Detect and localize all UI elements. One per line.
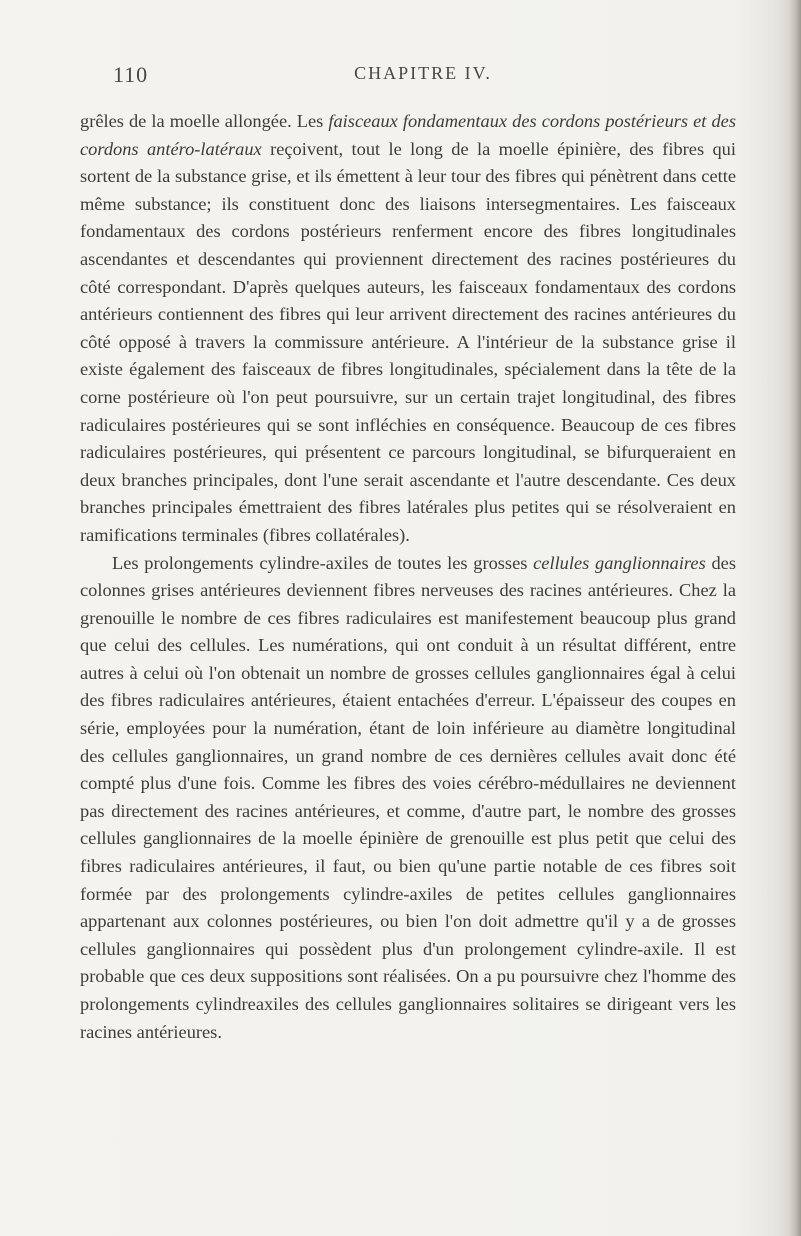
text-run: reçoivent, tout le long de la moelle épinière, des fibres qui sortent de la substance grise, et ils émettent à leur tour des fibres qui pénètrent dans cette même substance; ils constituent donc des liaisons intersegmentaires. Les faisceaux fondamentaux des cordons postérieurs renferment encore des fibres longitudinales ascendantes et descendantes qui proviennent directement des racines postérieures du côté correspondant. D'après quelques auteurs, les faisceaux fondamentaux des cordons antérieurs contiennent des fibres qui leur arrivent directement des racines antérieures du côté opposé à travers la commissure antérieure. A l'intérieur de la substance grise il existe également des faisceaux de fibres longitudinales, spécialement dans la tête de la corne postérieure où l'on peut poursuivre, sur un certain trajet longitudinal, des fibres radiculaires postérieures qui se sont infléchies en conséquence. Beaucoup de ces fibres radiculaires postérieures, qui présentent ce parcours longitudinal, se bifurqueraient en deux branches principales, dont l'une serait ascendante et l'autre descendante. Ces deux branches principales émettraient des fibres latérales plus petites qui se résolveraient en ramifications terminales (fibres collatérales).: [80, 138, 736, 545]
page-header: [113, 62, 733, 92]
paragraph: [80, 108, 736, 550]
text-run: Les prolongements cylindre-axiles de toutes les grosses: [112, 552, 534, 573]
paragraph: [80, 550, 736, 1047]
italic-run: cellules ganglionnaires: [533, 552, 706, 573]
text-run: grêles de la moelle allongée. Les: [80, 111, 329, 131]
text-body: [80, 108, 736, 1046]
italic-run: faisceaux fondamentaux des cordons postérieurs et des cordons antéro-latéraux: [80, 111, 736, 159]
text-run: des colonnes grises antérieures deviennent fibres nerveuses des racines antérieures. Chez la grenouille le nombre de ces fibres radiculaires est manifestement beaucoup plus grand que celui des cellules. Les numérations, qui ont conduit à un résultat différent, entre autres à celui où l'on obtenait un nombre de grosses cellules ganglionnaires égal à celui des fibres radiculaires antérieures, étaient entachées d'erreur. L'épaisseur des coupes en série, employées pour la numération, étant de loin inférieure au diamètre longitudinal des cellules ganglionnaires, un grand nombre de ces dernières cellules avait donc été compté plus d'une fois. Comme les fibres des voies cérébro-médullaires ne deviennent pas directement des racines antérieures, et comme, d'autre part, le nombre des grosses cellules ganglionnaires de la moelle épinière de grenouille est plus petit que celui des fibres radiculaires antérieures, il faut, ou bien qu'une partie notable de ces fibres soit formée par des prolongements cylindre-axiles de petites cellules ganglionnaires appartenant aux colonnes postérieures, ou bien l'on doit admettre qu'il y a de grosses cellules ganglionnaires qui possèdent plus d'un prolongement cylindre-axile. Il est probable que ces deux suppositions sont réalisées. On a pu poursuivre chez l'homme des prolongements cylindreaxiles des cellules ganglionnaires solitaires se dirigeant vers les racines antérieures.: [80, 552, 736, 1042]
running-head: CHAPITRE IV.: [354, 63, 492, 83]
page-edge-shadow: [789, 0, 801, 1236]
page-number: 110: [113, 62, 149, 87]
